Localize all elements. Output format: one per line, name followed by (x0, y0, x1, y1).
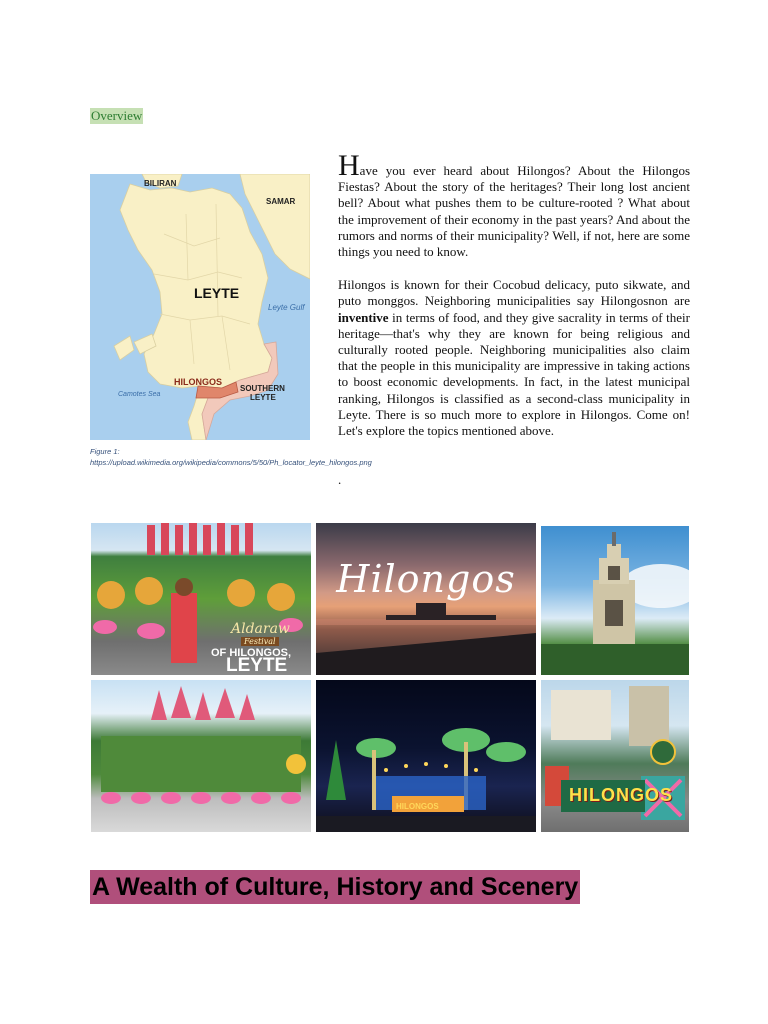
label-samar: SAMAR (266, 197, 296, 206)
formation-scene (91, 680, 311, 832)
overview-label: Overview (91, 108, 143, 123)
intro-p2-bold: inventive (338, 309, 389, 325)
night-sign-text: HILONGOS (396, 802, 439, 811)
label-southern-leyte: LEYTE (250, 393, 276, 402)
label-biliran: BILIRAN (144, 179, 177, 188)
leyte-locator-map (90, 174, 310, 440)
label-camotes-sea: Camotes Sea (118, 391, 161, 398)
photo-town-sign (541, 680, 689, 832)
photo-sunset-pier (316, 523, 536, 675)
sign-scene (541, 680, 689, 832)
intro-p1-text: ave you ever heard about Hilongos? About the Hilongos Fiestas? About the story of the heritages? Their long lost ancient bell? About what pushes them to be culture-rooted ? What about the improvement of their economy in the past years? And about the rumors and norms of their municipality? Well, if not, here are some things you need to know. (338, 163, 690, 260)
section-heading: A Wealth of Culture, History and Scenery (90, 870, 580, 904)
bell-tower-scene (541, 526, 689, 675)
intro-text (338, 149, 690, 456)
sunset-title: Hilongos (336, 557, 516, 601)
photo-bell-tower (541, 526, 689, 675)
figure-caption: Figure 1: https://upload.wikimedia.org/wikipedia/commons/5/50/Ph_locator_leyte_hilongos.png (90, 447, 372, 467)
label-hilongos: HILONGOS (174, 377, 223, 387)
photo-festival-formation (91, 680, 311, 832)
festival-subtitle: Festival (241, 637, 279, 646)
photo-festival-dancers (91, 523, 311, 675)
label-leyte-gulf: Leyte Gulf (268, 303, 305, 312)
festival-title-script: Aldaraw (231, 621, 290, 637)
map-svg (90, 174, 310, 440)
town-sign-text: HILONGOS (569, 785, 674, 805)
photo-night-lights (316, 680, 536, 832)
festival-of-hilongos: OF HILONGOS, (211, 647, 292, 659)
label-southern: SOUTHERN (240, 384, 285, 393)
trailing-dot: . (338, 472, 342, 487)
intro-p2-start: Hilongos is known for their Cocobud delicacy, puto sikwate, and puto monggos. Neighboring municipalities say Hilongosnon are (338, 277, 690, 309)
intro-paragraph-1 (338, 149, 690, 260)
festival-leyte: LEYTE (226, 655, 288, 675)
dropcap: H (338, 149, 360, 182)
intro-p2-end: in terms of food, and they give sacrality in terms of their heritage—that's why they are known for being religious and culturally rooted people. Neighboring municipalities also claim that the people in this municipality are impressive in taking actions to boost economic developments. In fact, in the latest municipal ranking, Hilongos is classified as a second-class municipality in Leyte. There is so much more to explore in Hilongos. Come on! Let's explore the topics mentioned above. (338, 309, 690, 439)
label-leyte: LEYTE (194, 285, 240, 301)
intro-paragraph-2 (338, 277, 690, 439)
